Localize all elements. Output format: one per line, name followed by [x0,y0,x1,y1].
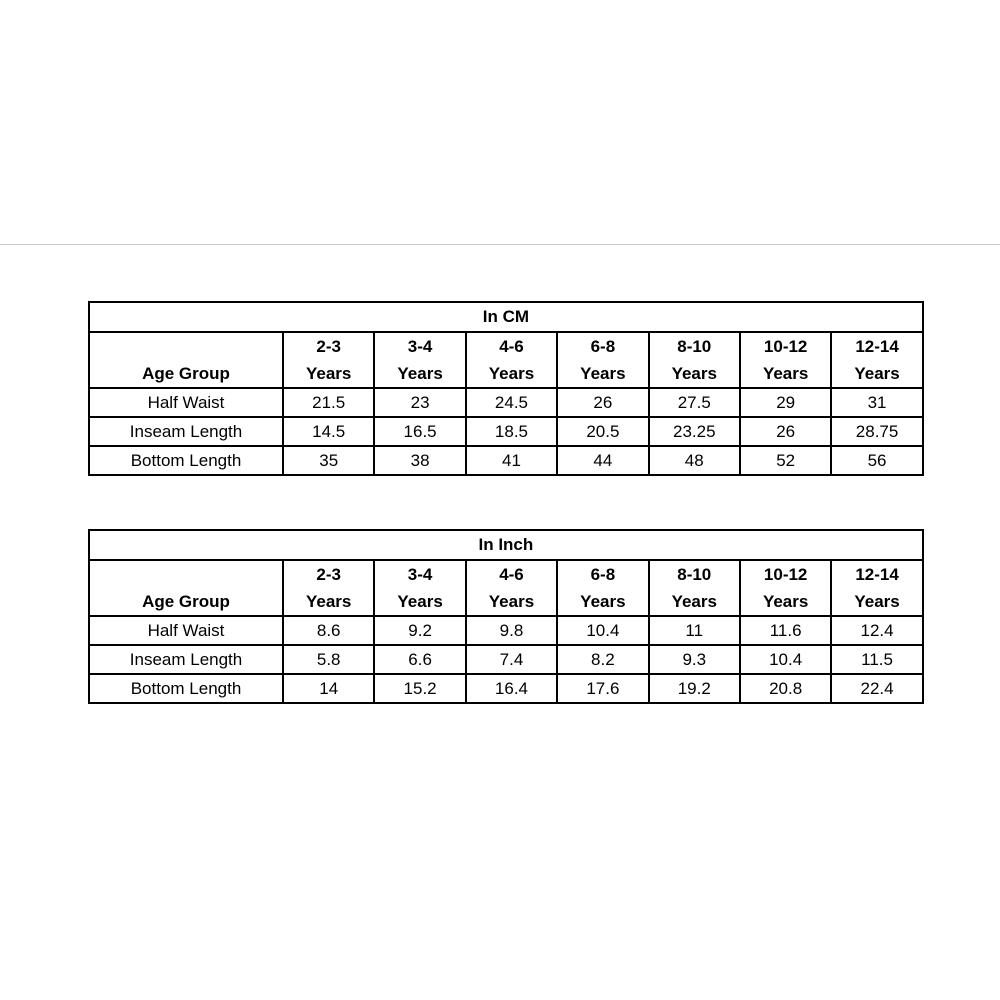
table-title: In CM [89,302,923,332]
table-cell: 8.2 [557,645,648,674]
table-cell: 44 [557,446,648,475]
column-header [283,332,374,388]
table-cell: 14 [283,674,374,703]
column-header [374,560,465,616]
column-header-unit: Years [671,364,717,383]
column-header [831,332,922,388]
row-label: Bottom Length [89,674,283,703]
table-header-row [89,560,923,616]
column-header-range: 2-3 [316,337,341,356]
table-cell: 21.5 [283,388,374,417]
table-cell: 27.5 [649,388,740,417]
table-cell: 19.2 [649,674,740,703]
column-header [557,560,648,616]
table-cell: 9.2 [374,616,465,645]
table-title-row [89,302,923,332]
table-cell: 7.4 [466,645,557,674]
column-header [740,332,831,388]
table-cell: 20.8 [740,674,831,703]
table-cell: 23 [374,388,465,417]
table-cell: 26 [740,417,831,446]
row-label: Half Waist [89,616,283,645]
table-cell: 56 [831,446,922,475]
column-header-range: 8-10 [677,337,712,356]
table-cell: 10.4 [740,645,831,674]
table-cell: 9.3 [649,645,740,674]
size-chart-cm-table [88,301,924,476]
table-cell: 16.4 [466,674,557,703]
table-cell: 17.6 [557,674,648,703]
column-header [466,332,557,388]
column-header [740,560,831,616]
table-title-row [89,530,923,560]
column-header-range: 12-14 [855,337,899,356]
table-cell: 31 [831,388,922,417]
column-header-range: 3-4 [407,565,433,584]
column-header [649,560,740,616]
row-label: Inseam Length [89,645,283,674]
page-divider [0,244,1000,245]
table-cell: 14.5 [283,417,374,446]
column-header-range: 6-8 [590,565,616,584]
column-header [649,332,740,388]
column-header [831,560,922,616]
table-cell: 11.5 [831,645,922,674]
column-header [374,332,465,388]
table-cell: 28.75 [831,417,922,446]
age-group-header: Age Group [89,560,283,616]
row-label: Bottom Length [89,446,283,475]
column-header-range: 10-12 [763,337,808,356]
table-cell: 41 [466,446,557,475]
age-group-header: Age Group [89,332,283,388]
table-header-row [89,332,923,388]
table-cell: 29 [740,388,831,417]
table-cell: 52 [740,446,831,475]
table-cell: 12.4 [831,616,922,645]
column-header-unit: Years [580,364,626,383]
table-row [89,388,923,417]
column-header-unit: Years [306,364,352,383]
column-header [557,332,648,388]
table-cell: 16.5 [374,417,465,446]
table-cell: 22.4 [831,674,922,703]
column-header-unit: Years [397,364,443,383]
table-cell: 24.5 [466,388,557,417]
table-cell: 48 [649,446,740,475]
table-cell: 11.6 [740,616,831,645]
column-header-unit: Years [580,592,626,611]
column-header-unit: Years [488,592,535,611]
table-cell: 18.5 [466,417,557,446]
column-header [283,560,374,616]
table-cell: 5.8 [283,645,374,674]
table-cell: 8.6 [283,616,374,645]
column-header-unit: Years [854,592,900,611]
column-header-range: 4-6 [499,337,524,356]
table-cell: 23.25 [649,417,740,446]
row-label: Half Waist [89,388,283,417]
table-row [89,645,923,674]
column-header-unit: Years [671,592,717,611]
table-cell: 11 [649,616,740,645]
column-header-unit: Years [854,364,900,383]
table-row [89,446,923,475]
column-header-range: 3-4 [407,337,433,356]
table-cell: 10.4 [557,616,648,645]
column-header-unit: Years [306,592,352,611]
table-cell: 35 [283,446,374,475]
column-header-unit: Years [397,592,443,611]
column-header-unit: Years [762,364,809,383]
column-header-range: 4-6 [499,565,524,584]
column-header-unit: Years [762,592,809,611]
row-label: Inseam Length [89,417,283,446]
column-header-unit: Years [488,364,535,383]
table-cell: 38 [374,446,465,475]
column-header-range: 2-3 [316,565,341,584]
table-title: In Inch [89,530,923,560]
table-cell: 6.6 [374,645,465,674]
table-cell: 9.8 [466,616,557,645]
table-row [89,674,923,703]
column-header [466,560,557,616]
column-header-range: 12-14 [855,565,899,584]
column-header-range: 10-12 [763,565,808,584]
table-cell: 26 [557,388,648,417]
size-chart-inch-table [88,529,924,704]
table-cell: 20.5 [557,417,648,446]
column-header-range: 8-10 [677,565,712,584]
column-header-range: 6-8 [590,337,616,356]
table-cell: 15.2 [374,674,465,703]
table-row [89,616,923,645]
table-row [89,417,923,446]
